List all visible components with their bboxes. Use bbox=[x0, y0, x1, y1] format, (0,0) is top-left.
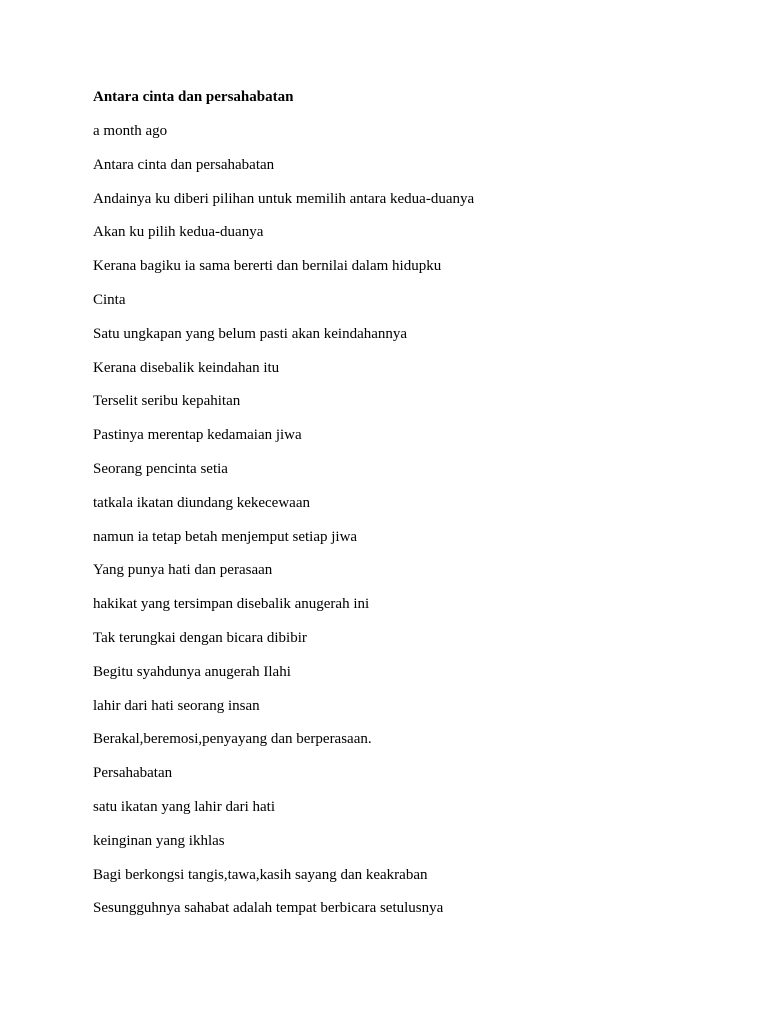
document-title: Antara cinta dan persahabatan bbox=[93, 89, 294, 105]
poem-line: Antara cinta dan persahabatan bbox=[93, 156, 275, 173]
poem-line: Berakal,beremosi,penyayang dan berperasaan. bbox=[93, 731, 372, 748]
poem-line: Yang punya hati dan perasaan bbox=[93, 562, 273, 579]
poem-line: Pastinya merentap kedamaian jiwa bbox=[93, 427, 302, 444]
poem-line: Begitu syahdunya anugerah Ilahi bbox=[93, 663, 291, 680]
poem-line: Sesungguhnya sahabat adalah tempat berbicara setulusnya bbox=[93, 900, 444, 917]
poem-line: namun ia tetap betah menjemput setiap jiwa bbox=[93, 528, 358, 545]
poem-line: Satu ungkapan yang belum pasti akan keindahannya bbox=[93, 325, 408, 342]
poem-line: Seorang pencinta setia bbox=[93, 460, 228, 477]
poem-line: Cinta bbox=[93, 291, 126, 308]
document-page bbox=[93, 88, 733, 933]
poem-line: Kerana disebalik keindahan itu bbox=[93, 359, 280, 376]
poem-line: Akan ku pilih kedua-duanya bbox=[93, 224, 264, 241]
poem-line: tatkala ikatan diundang kekecewaan bbox=[93, 494, 310, 511]
poem-line: hakikat yang tersimpan disebalik anugerah ini bbox=[93, 596, 370, 613]
poem-line: keinginan yang ikhlas bbox=[93, 832, 225, 849]
poem-line: Tak terungkai dengan bicara dibibir bbox=[93, 629, 307, 646]
poem-line: satu ikatan yang lahir dari hati bbox=[93, 798, 276, 815]
poem-line: Bagi berkongsi tangis,tawa,kasih sayang dan keakraban bbox=[93, 866, 428, 883]
poem-line: lahir dari hati seorang insan bbox=[93, 697, 260, 714]
poem-line: Persahabatan bbox=[93, 765, 173, 782]
poem-line: Terselit seribu kepahitan bbox=[93, 393, 241, 410]
poem-line: Kerana bagiku ia sama bererti dan bernilai dalam hidupku bbox=[93, 258, 442, 275]
poem-line: Andainya ku diberi pilihan untuk memilih antara kedua-duanya bbox=[93, 190, 475, 207]
timestamp: a month ago bbox=[93, 123, 168, 139]
